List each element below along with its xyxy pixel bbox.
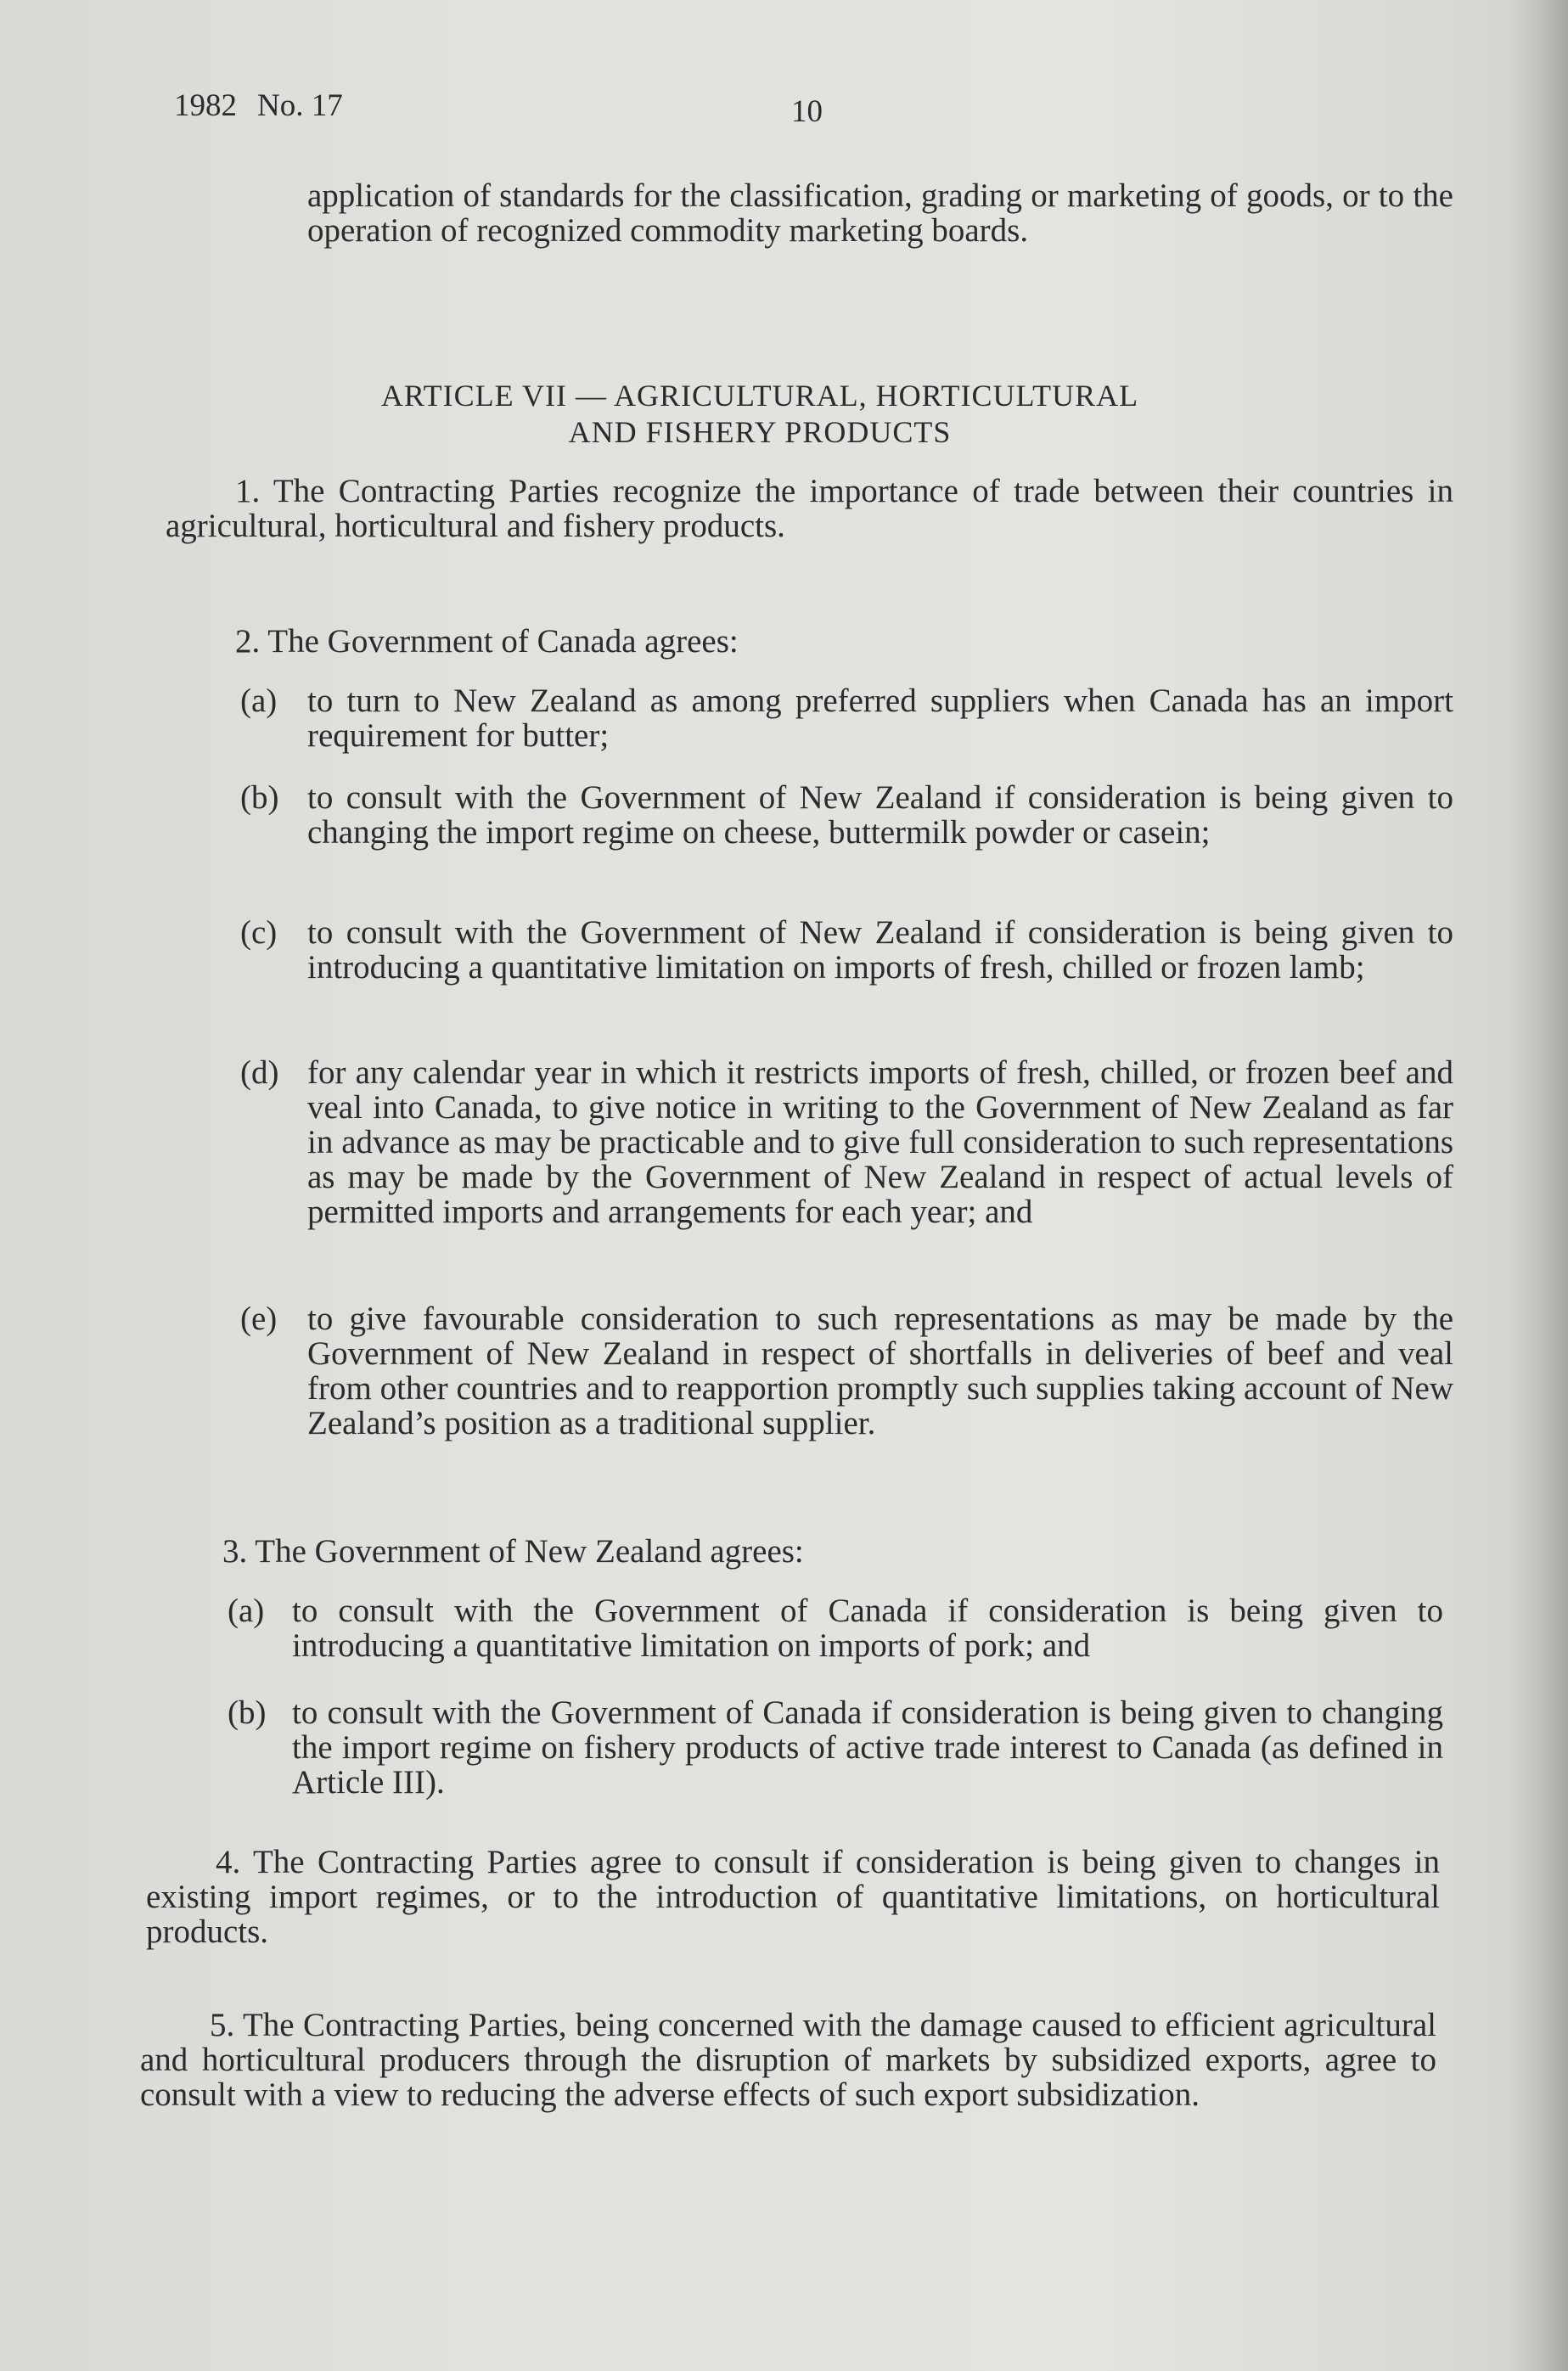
list-item-label: (b) — [228, 1694, 267, 1731]
list-item-text: for any calendar year in which it restricts imports of fresh, chilled, or frozen beef and veal into Canada, to give notice in writing to the Government of New Zealand as far in advance as may be practicable and to give full consideration to such representations as may be made by the Government of New Zealand in respect of actual levels of permitted imports and arrangements for each year; and — [307, 1054, 1453, 1230]
paragraph-1: 1. The Contracting Parties recognize the importance of trade between their countries in agricultural, horticultural and fishery products. — [166, 473, 1453, 544]
list-item-label: (b) — [240, 779, 279, 816]
list-item-label: (d) — [240, 1054, 279, 1091]
paragraph-3-intro: 3. The Government of New Zealand agrees: — [222, 1533, 804, 1570]
list-item-label: (c) — [240, 914, 278, 951]
paragraph-2-intro: 2. The Government of Canada agrees: — [235, 623, 739, 660]
article-heading-line-1: ARTICLE VII — AGRICULTURAL, HORTICULTURAL — [380, 379, 1139, 413]
continuation-paragraph: application of standards for the classification, grading or marketing of goods, or to the operation of recognized commodity marketing boards. — [307, 177, 1453, 249]
list-item-text: to consult with the Government of New Zealand if consideration is being given to introducing a quantitative limitation on imports of fresh, chilled or frozen lamb; — [307, 914, 1453, 986]
list-item-label: (e) — [240, 1301, 278, 1337]
running-header — [174, 89, 343, 123]
list-item-text: to consult with the Government of Canada if consideration is being given to changing the import regime on fishery products of active trade interest to Canada (as defined in Article III). — [292, 1694, 1443, 1801]
list-item-text: to give favourable consideration to such representations as may be made by the Government of New Zealand in respect of shortfalls in deliveries of beef and veal from other countries and to reapportion promptly such supplies taking account of New Zealand’s position as a traditional supplier. — [307, 1301, 1453, 1441]
page-number: 10 — [791, 94, 823, 129]
list-item-text: to turn to New Zealand as among preferred suppliers when Canada has an import requirement for butter; — [307, 683, 1453, 754]
list-item-text: to consult with the Government of New Zealand if consideration is being given to changing the import regime on cheese, buttermilk powder or casein; — [307, 779, 1453, 851]
header-number: No. 17 — [257, 88, 343, 123]
header-year: 1982 — [174, 88, 237, 123]
list-item-label: (a) — [228, 1593, 265, 1629]
article-heading-line-2: AND FISHERY PRODUCTS — [568, 415, 952, 449]
list-item-text: to consult with the Government of Canada if consideration is being given to introducing a quantitative limitation on imports of pork; and — [292, 1593, 1443, 1664]
list-item-label: (a) — [240, 683, 278, 719]
paragraph-4: 4. The Contracting Parties agree to consult if consideration is being given to changes in existing import regimes, or to the introduction of quantitative limitations, on horticultural products. — [146, 1844, 1440, 1950]
paragraph-5: 5. The Contracting Parties, being concerned with the damage caused to efficient agricultural and horticultural producers through the disruption of markets by subsidized exports, agree to consult with a view to reducing the adverse effects of such export subsidization. — [140, 2007, 1436, 2113]
